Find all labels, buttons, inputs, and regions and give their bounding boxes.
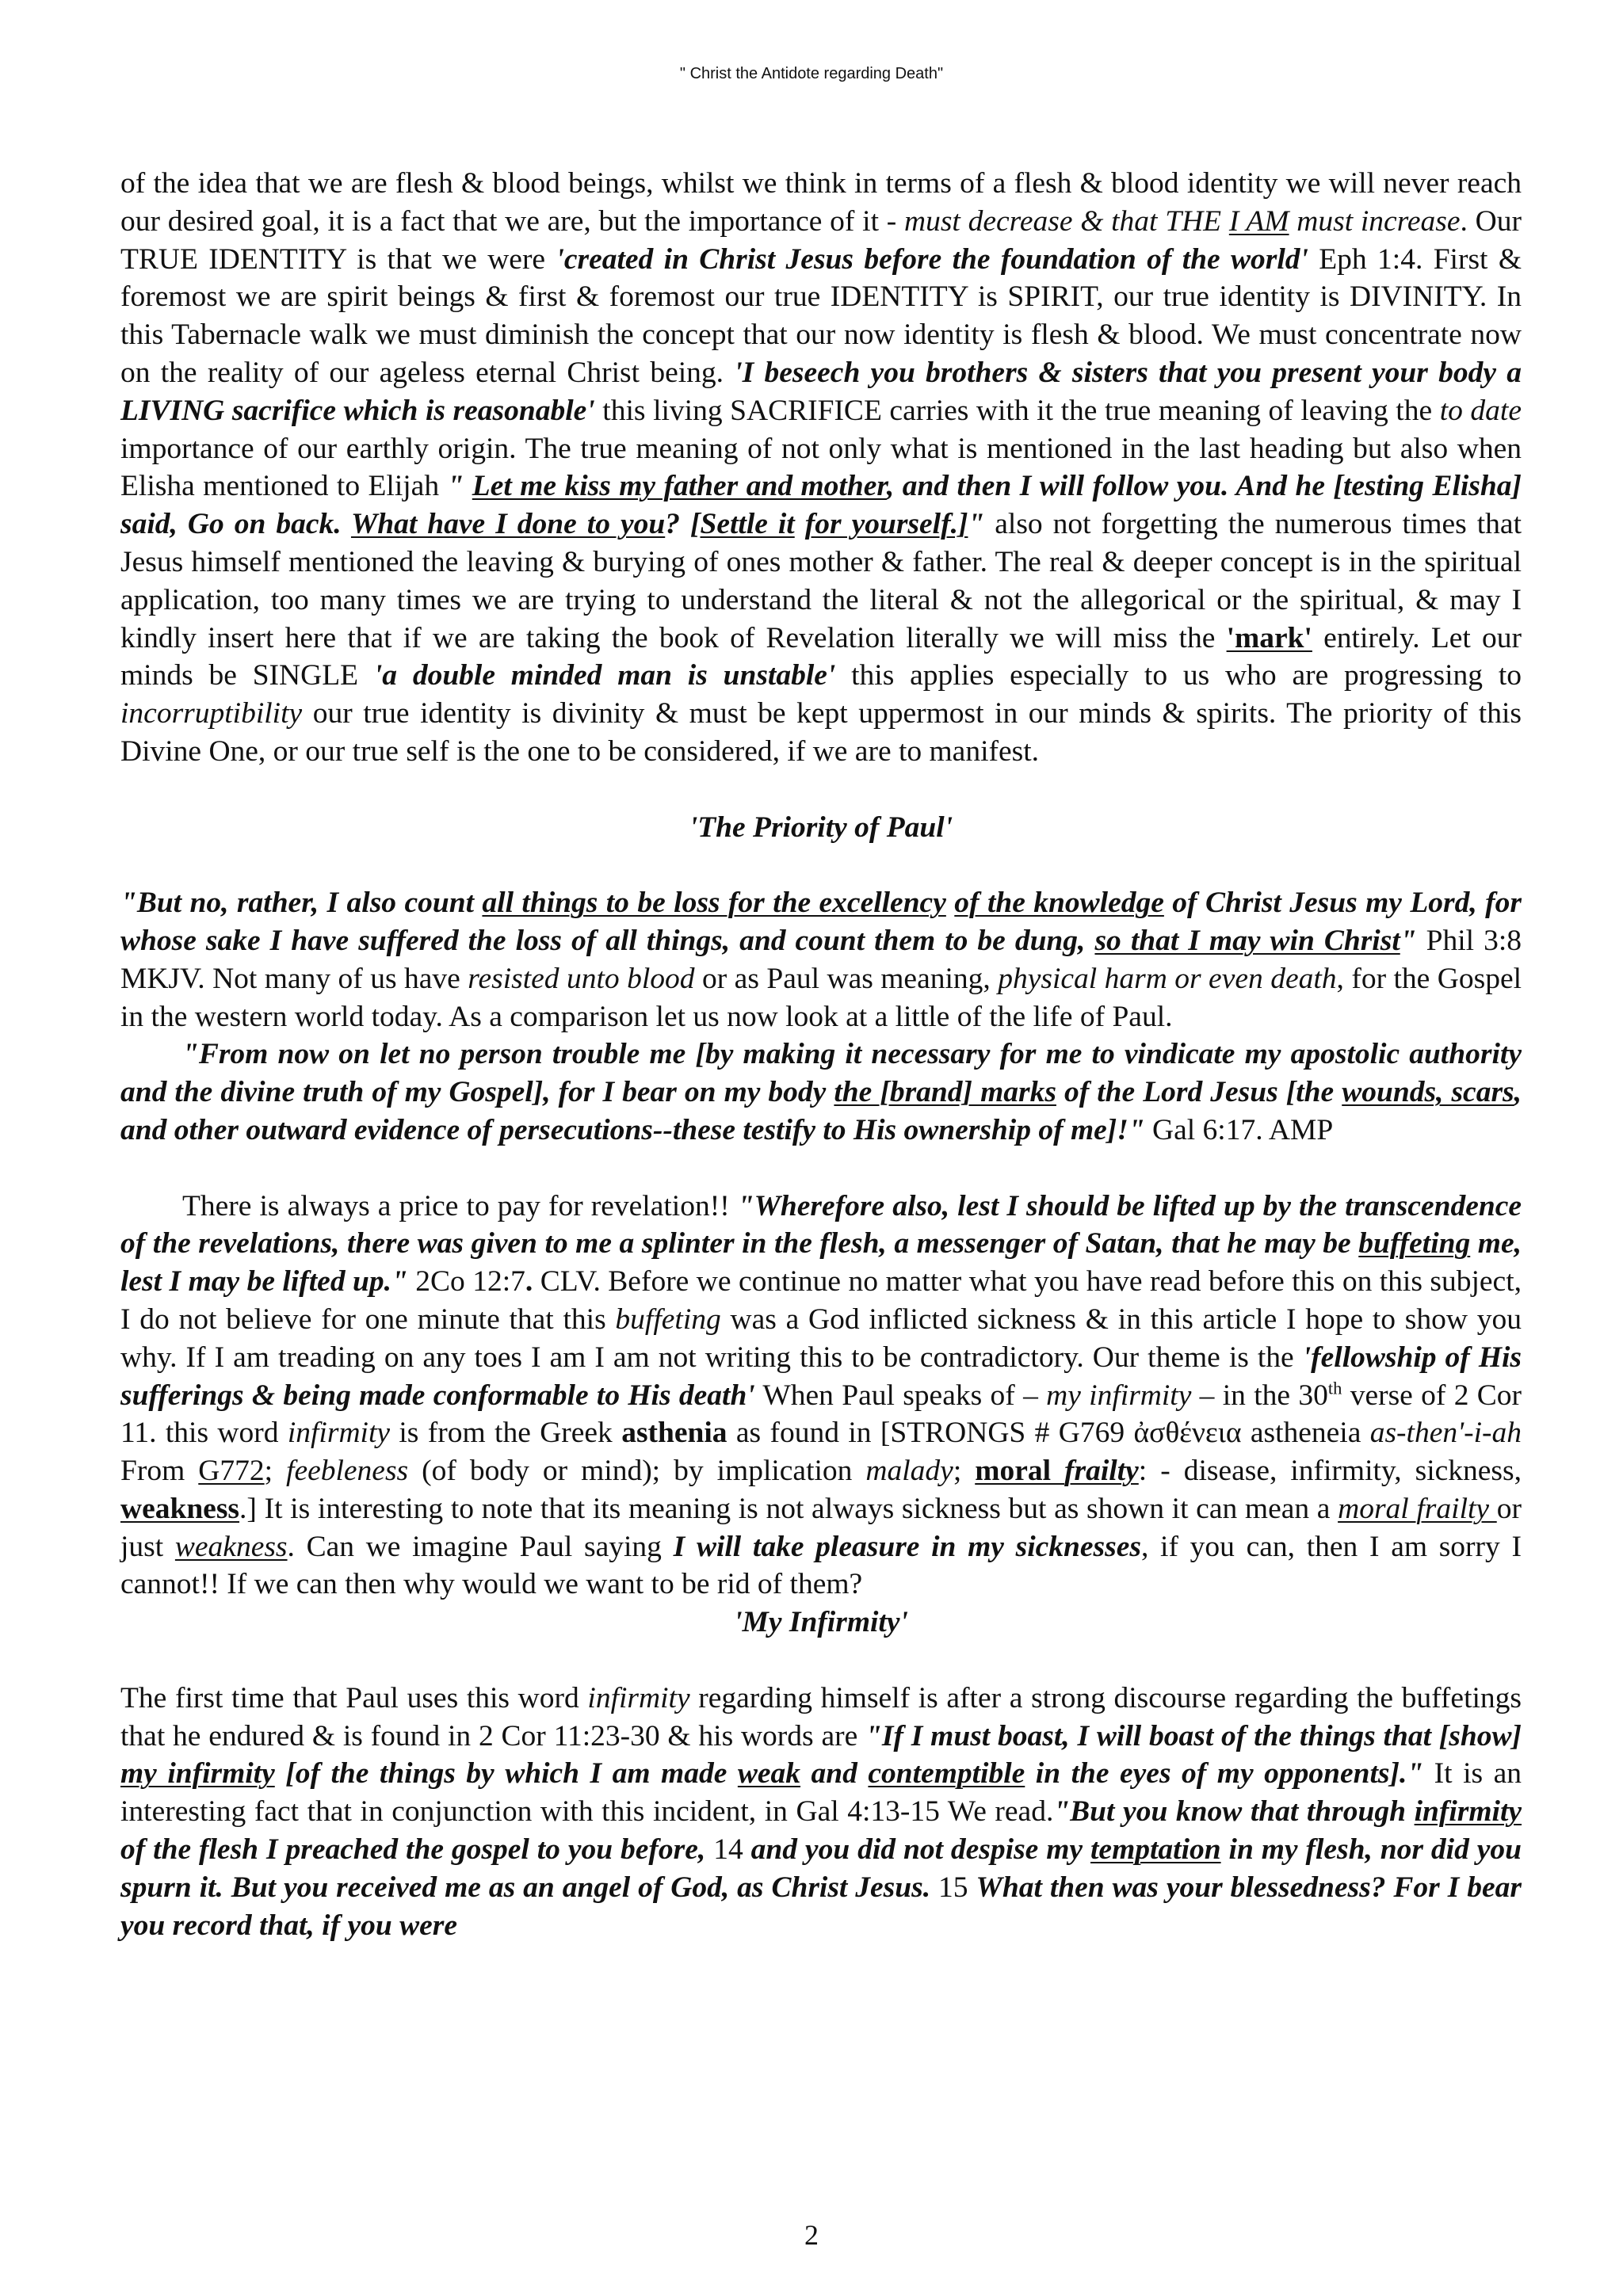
bold-underlined-run: [120, 1493, 239, 1525]
section-heading-priority-of-paul: 'The Priority of Paul': [689, 810, 953, 844]
bold-italic-underlined-run: [1064, 1455, 1139, 1487]
scripture-quote: "But no, rather, I also count: [120, 887, 483, 920]
scripture-quote-underlined: [868, 1757, 1025, 1790]
scripture-quote-underlined: [1090, 1833, 1221, 1866]
underlined-run: weakness: [120, 1492, 240, 1525]
running-header: " Christ the Antidote regarding Death": [679, 65, 944, 82]
italic-run: malady: [865, 1455, 953, 1488]
text-run: also not forgetting the numerous times that Jesus himself mentioned the leaving & burying of ones mother & father. The real & deeper concept is in the spiritual application, too many times we are trying to understand the literal & not the allegorical or the spiritual, & may I kindly insert here that if we are taking the book of Revelation literally we will miss the: [120, 508, 1522, 654]
underlined-run: buffeting: [1358, 1227, 1471, 1261]
text-run: or as Paul was meaning,: [694, 962, 999, 995]
scripture-quote: 'created in Christ Jesus before the foundation of the world': [556, 242, 1308, 276]
scripture-quote: ? [: [665, 508, 701, 541]
spacer: [120, 771, 1522, 809]
underlined-run: I AM: [1228, 204, 1289, 238]
scripture-quote: "Wherefore also, lest I should be lifted up by the transcendence of the revelations, there was given to me a splinter in the flesh, a messenger of Satan, that he may be: [120, 1189, 1522, 1261]
text-run: When Paul speaks of –: [754, 1379, 1047, 1412]
scripture-quote-underlined: [738, 1757, 800, 1790]
italic-underlined-run: [1338, 1493, 1497, 1525]
scripture-quote: of the Lord Jesus [the: [1056, 1076, 1342, 1109]
paragraph: [120, 884, 1522, 1035]
text-run: .] It is interesting to note that its meaning is not always sickness but as shown it can mean a: [239, 1492, 1338, 1525]
scripture-quote-underlined: [805, 508, 968, 540]
article-body: [120, 165, 1522, 1944]
italic-run: infirmity: [287, 1417, 391, 1450]
underlined-run: infirmity: [1414, 1795, 1522, 1829]
underlined-run: moral: [975, 1455, 1065, 1488]
text-run: – in the 30: [1191, 1379, 1328, 1412]
text-run: , for the Gospel in the western world today. As a comparison let us now look at a little of the life of Paul.: [120, 962, 1522, 1033]
text-run: verse of 2 Cor 11. this word: [120, 1379, 1522, 1450]
italic-run: resisted unto blood: [468, 962, 695, 995]
text-run: or just: [120, 1492, 1522, 1563]
verse-number: 15: [930, 1871, 976, 1904]
underlined-run: contemptible: [868, 1757, 1025, 1791]
italic-run: buffeting: [615, 1302, 721, 1336]
underlined-run: the [brand] marks: [834, 1076, 1056, 1109]
text-run: this applies especially to us who are progressing to: [835, 659, 1522, 692]
italic-run: incorruptibility: [120, 697, 303, 730]
section-heading-my-infirmity: 'My Infirmity': [734, 1606, 908, 1639]
spacer: [120, 1150, 1522, 1188]
italic-run: must increase: [1289, 204, 1461, 238]
text-run: . Can we imagine Paul saying: [287, 1530, 674, 1563]
scripture-quote: and: [800, 1757, 869, 1791]
scripture-quote-underlined: [954, 887, 1164, 919]
italic-run: my infirmity: [1046, 1379, 1192, 1412]
scripture-quote: ": [447, 470, 472, 503]
scripture-quote-underlined: [834, 1076, 1056, 1108]
text-run: this living SACRIFICE carries with it the true meaning of leaving the: [594, 394, 1440, 427]
scripture-quote-underlined: [120, 1757, 275, 1790]
underlined-run: all things to be loss for the excellency: [482, 887, 946, 920]
scripture-quote: in my flesh, nor did you spurn it. But you received me as an angel of God, as Christ Jesus.: [120, 1833, 1522, 1904]
underlined-run: weak: [737, 1757, 801, 1791]
underlined-run: Settle it: [700, 508, 795, 541]
underlined-run: weakness: [174, 1530, 288, 1563]
italic-run: physical harm or even death: [998, 962, 1337, 995]
text-run: There is always a price to pay for revelation!!: [182, 1189, 738, 1222]
bold-underlined-run: [975, 1455, 1064, 1487]
strongs-link[interactable]: G772: [198, 1455, 265, 1488]
scripture-quote: and you did not despise my: [750, 1833, 1090, 1867]
paragraph: [120, 1188, 1522, 1604]
scripture-quote: of Christ Jesus my Lord, for whose sake I have suffered the loss of all things, and count them to be dung,: [120, 887, 1522, 957]
scripture-quote: in the eyes of my opponents].": [1025, 1757, 1424, 1791]
text-run: is from the Greek: [390, 1417, 622, 1450]
text-run: (of body or mind); by implication: [408, 1455, 866, 1488]
verse-number: 14: [705, 1833, 751, 1867]
italic-underlined-run: [175, 1531, 288, 1563]
scripture-quote: [795, 508, 805, 540]
text-run: entirely. Let our minds be SINGLE: [120, 621, 1522, 692]
text-run: Phil 3:8 MKJV. Not many of us have: [120, 924, 1522, 995]
text-run: was a God inflicted sickness & in this article I hope to show you why. If I am treading on any toes I am I am not writing this to be contradictory. Our theme is the: [120, 1302, 1522, 1374]
scripture-quote-underlined: [482, 887, 945, 919]
scripture-quote: , and other outward evidence of persecutions--these testify to His ownership of me]!": [120, 1076, 1522, 1146]
underlined-run: Let me kiss my father and mother: [472, 470, 887, 503]
scripture-quote: [946, 887, 954, 919]
scripture-quote: "From now on let no person trouble me [by making it necessary for me to vindicate my apostolic authority and the divine truth of my Gospel], for I bear on my body: [120, 1038, 1522, 1109]
text-run: ;: [264, 1455, 287, 1488]
italic-run: feebleness: [286, 1455, 409, 1488]
bold-italic-run: I will take pleasure in my sicknesses: [673, 1530, 1141, 1563]
scripture-quote-underlined: [351, 508, 665, 540]
scripture-quote: 'a double minded man is unstable': [373, 659, 836, 692]
scripture-quote: ": [1400, 924, 1417, 957]
underlined-run: 'mark': [1226, 621, 1312, 654]
scripture-quote: , and then I will follow you. And he [testing Elisha] said, Go on back.: [120, 470, 1522, 541]
spacer: [120, 846, 1522, 884]
underlined-run: so that I may win Christ: [1094, 924, 1400, 957]
paragraph: [120, 1680, 1522, 1945]
underlined-run: for yourself.]: [804, 508, 968, 541]
scripture-quote: 'fellowship of His sufferings & being made conformable to His death': [120, 1341, 1522, 1412]
scripture-quote: of the flesh I preached the gospel to you before,: [120, 1833, 706, 1867]
text-run: Gal 6:17. AMP: [1144, 1113, 1334, 1146]
scripture-quote-underlined: [1094, 925, 1400, 957]
bold-underlined-run: [1227, 622, 1312, 654]
paragraph: [120, 165, 1522, 771]
scripture-quote-underlined: [472, 470, 887, 502]
text-run: . Our TRUE IDENTITY is that we were: [120, 204, 1522, 276]
bold-run: .: [525, 1265, 533, 1299]
underlined-run: temptation: [1090, 1833, 1221, 1867]
text-run: The first time that Paul uses this word: [120, 1681, 588, 1714]
underlined-run: What have I done to you: [350, 508, 666, 541]
text-run: Eph 1:4. First & foremost we are spirit beings & first & foremost our true IDENTITY is SPIRIT, our true identity is DIVINITY. In this Tabernacle walk we must diminish the concept that our now identity is flesh & blood. We must concentrate now on the reality of our ageless eternal Christ being.: [120, 242, 1522, 389]
superscript: th: [1327, 1378, 1342, 1398]
text-run: as found in [STRONGS # G769 ἀσθένεια astheneia: [727, 1417, 1370, 1450]
scripture-quote: "But you know that through: [1053, 1795, 1415, 1829]
text-run: From: [120, 1455, 199, 1488]
underlined-run: moral frailty: [1338, 1492, 1497, 1525]
text-run: importance of our earthly origin. The true meaning of not only what is mentioned in the last heading but also when Elisha mentioned to Elijah: [120, 432, 1522, 503]
scripture-quote: What then was your blessedness? For I bear you record that, if you were: [120, 1871, 1522, 1942]
underlined-run: of the knowledge: [954, 887, 1164, 920]
text-run: regarding himself is after a strong discourse regarding the buffetings that he endured & is found in 2 Cor 11:23-30 & his words are: [120, 1681, 1522, 1753]
italic-run: infirmity: [587, 1681, 690, 1714]
italic-run: must decrease & that THE: [904, 204, 1229, 238]
scripture-quote-underlined: [1342, 1076, 1514, 1108]
underlined-run: wounds, scars: [1342, 1076, 1514, 1109]
text-run: ;: [953, 1455, 976, 1488]
scripture-quote: ": [968, 508, 985, 541]
text-run: our true identity is divinity & must be kept uppermost in our minds & spirits. The priority of this Divine One, or our true self is the one to be considered, if we are to manifest.: [120, 697, 1522, 768]
scripture-quote: 'I beseech you brothers & sisters that you present your body a LIVING sacrifice which is reasonable': [120, 356, 1522, 427]
text-run: : - disease, infirmity, sickness,: [1138, 1455, 1522, 1488]
scripture-quote-underlined: [1358, 1227, 1470, 1260]
text-run: , if you can, then I am sorry I cannot!! If we can then why would we want to be rid of them?: [120, 1530, 1522, 1601]
scripture-quote-underlined: [700, 508, 794, 540]
scripture-quote: "If I must boast, I will boast of the things that [show]: [865, 1719, 1522, 1753]
text-run: CLV. Before we continue no matter what you have read before this on this subject, I do not believe for one minute that this: [120, 1265, 1522, 1336]
scripture-quote: [of the things by which I am made: [274, 1757, 738, 1791]
page-number: 2: [804, 2219, 819, 2251]
text-run: It is an interesting fact that in conjunction with this incident, in Gal 4:13-15 We read.: [120, 1757, 1522, 1829]
scripture-quote-underlined: [1415, 1795, 1522, 1828]
italic-run: as-then'-i-ah: [1369, 1417, 1522, 1450]
underlined-run: frailty: [1064, 1455, 1139, 1488]
italic-underlined-run: [1229, 205, 1289, 238]
bold-run: asthenia: [621, 1417, 727, 1450]
spacer: [120, 1642, 1522, 1680]
underlined-run: my infirmity: [120, 1757, 275, 1791]
italic-run: to date: [1439, 394, 1522, 427]
text-run: 2Co 12:7: [407, 1265, 525, 1299]
text-run: of the idea that we are flesh & blood beings, whilst we think in terms of a flesh & blood identity we will never reach our desired goal, it is a fact that we are, but the importance of it -: [120, 167, 1522, 238]
paragraph: [120, 1035, 1522, 1149]
scripture-quote: me, lest I may be lifted up.": [120, 1227, 1522, 1299]
